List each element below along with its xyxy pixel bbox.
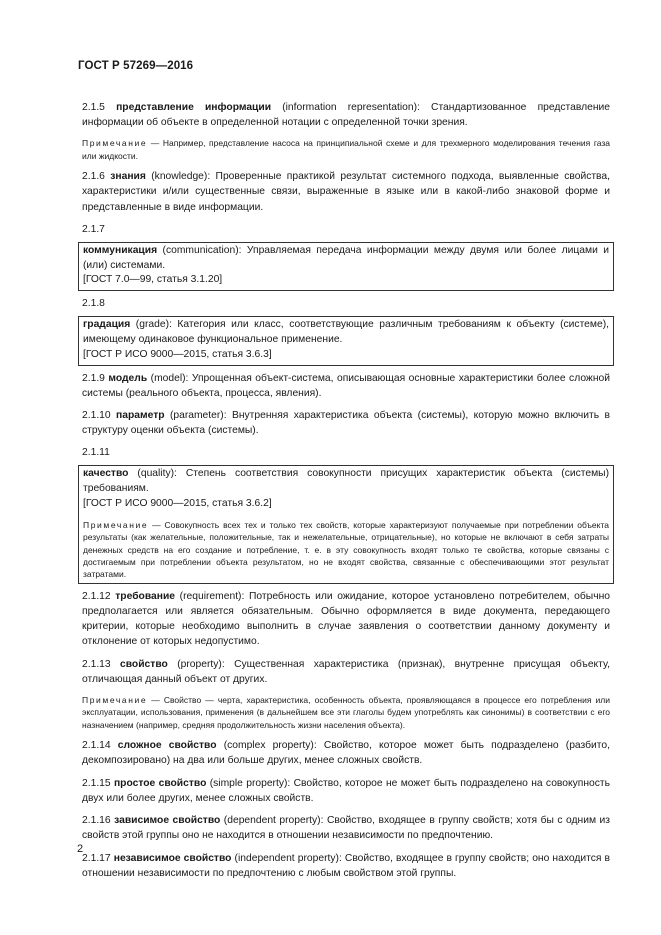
entry-2-1-14 (82, 738, 610, 768)
entry-number: 2.1.6 (82, 171, 111, 183)
entry-number: 2.1.15 (82, 777, 114, 789)
entry-number: 2.1.17 (82, 852, 114, 864)
entry-definition: (knowledge): Проверенные практикой результат системного подхода, выявленные свойства, характеристики и/или существенные связи, выраженные в языке или в какой-либо знаковой форме и представленные в виде информации. (82, 171, 610, 213)
entry-definition: (dependent property): Свойство, входящее в группу свойств; хотя бы с одним из свойств этой группы оно не находится в отношении независимости по предпочтению. (82, 815, 610, 842)
entry-definition: (parameter): Внутренняя характеристика объекта (системы), которую можно включить в структуру оценки объекта (системы). (82, 410, 610, 437)
entry-2-1-12 (82, 589, 610, 650)
entry-term: сложное свойство (117, 740, 217, 752)
entry-2-1-8 (83, 318, 609, 348)
entry-2-1-11 (83, 467, 609, 497)
entry-term: знания (110, 171, 146, 183)
note-text: — Например, представление насоса на принципиальной схеме и для трехмерного моделирования течения газа или жидкости. (82, 138, 610, 161)
entry-term: представление информации (116, 102, 272, 113)
entry-2-1-7 (83, 244, 609, 274)
entry-definition: (grade): Категория или класс, соответствующие различным требованиям к объекту (системе), имеющему одинаковое функциональное применение. (83, 319, 609, 346)
entry-number-2-1-11: 2.1.11 (82, 447, 110, 459)
entry-2-1-6 (82, 169, 610, 215)
entry-2-1-16 (82, 813, 610, 843)
entry-definition: (communication): Управляемая передача информации между двумя или более лицами и (или) системами. (83, 244, 609, 271)
note-2-1-13 (82, 694, 610, 731)
entry-term: зависимое свойство (114, 815, 221, 827)
entry-definition: (simple property): Свойство, которое не может быть подразделено на совокупность двух или более других, менее сложных свойств. (82, 777, 610, 804)
entry-2-1-13 (82, 657, 610, 687)
entry-term: модель (108, 372, 148, 384)
entry-definition: (property): Существенная характеристика (признак), внутренне присущая объекту, отличающая данный объект от других. (82, 658, 610, 685)
note-label: Примечание (82, 138, 148, 149)
entry-number: 2.1.16 (82, 815, 115, 827)
entry-term: градация (83, 319, 131, 331)
note-2-1-11 (83, 519, 609, 581)
entry-term: качество (83, 468, 129, 480)
source-reference: [ГОСТ 7.0—99, статья 3.1.20] (83, 274, 223, 286)
entry-term: требование (115, 590, 176, 602)
source-reference: [ГОСТ Р ИСО 9000—2015, статья 3.6.3] (83, 348, 272, 360)
entry-number: 2.1.13 (82, 658, 121, 670)
entry-number: 2.1.5 (82, 102, 117, 113)
entry-definition: (information representation): Стандартизованное представление информации об объекте в определенной нотации с определенной точки зрения. (82, 102, 610, 129)
entry-definition: (independent property): Свойство, входящее в группу свойств; оно находится в отношении независимости по предпочтению с любым свойством этой группы. (82, 852, 610, 879)
entry-2-1-5 (82, 100, 610, 130)
entry-definition: (model): Упрощенная объект-система, описывающая основные характеристики более сложной системы (реального объекта, процесса, явления). (82, 372, 610, 399)
entry-term: независимое свойство (113, 852, 232, 864)
entry-term: коммуникация (83, 244, 158, 256)
entry-term: параметр (116, 410, 165, 422)
terminology-box-2-1-11 (78, 465, 614, 583)
entry-definition: (requirement): Потребность или ожидание, которое установлено потребителем, обычно предполагается или является обязательным. Обычно оформляется в виде документа, передающего критерии, которые необходимо выполнить в случае заявления о соответствии данному документу и отклонение от которых недопустимо. (82, 590, 610, 648)
page-number: 2 (77, 843, 84, 855)
note-2-1-5 (82, 137, 610, 162)
terminology-box-2-1-8 (78, 316, 614, 365)
entry-number: 2.1.10 (82, 410, 117, 422)
document-header: ГОСТ Р 57269—2016 (78, 60, 194, 72)
entry-number: 2.1.14 (82, 740, 118, 752)
entry-2-1-17 (82, 851, 610, 881)
note-text: — Совокупность всех тех и только тех свойств, которые характеризуют получаемые при потреблении объекта результаты (как желательные, положительные, так и нежелательные, отрицательные), но которые не включают в себя затраты денежных средств на его создание и потребление, т. е. в эту совокупность входят только те свойства, которые связаны с достигаемым при потреблении объекта результатом, но не входят свойства, связанные с обеспечивающими этот результат затратами. (83, 519, 609, 580)
entry-number-2-1-7: 2.1.7 (82, 223, 105, 235)
note-label: Примечание (82, 695, 148, 706)
entry-number: 2.1.9 (82, 372, 109, 384)
entry-term: простое свойство (113, 777, 207, 789)
entry-term: свойство (120, 658, 168, 670)
entry-definition: (complex property): Свойство, которое может быть подразделено (разбито, декомпозировано) на два или больше других, менее сложных свойств. (82, 740, 610, 767)
entry-number: 2.1.12 (82, 590, 116, 602)
terminology-box-2-1-7 (78, 242, 614, 291)
source-reference: [ГОСТ Р ИСО 9000—2015, статья 3.6.2] (83, 498, 272, 510)
entry-2-1-9 (82, 371, 610, 401)
entry-number-2-1-8: 2.1.8 (82, 298, 105, 310)
entry-2-1-10 (82, 408, 610, 438)
note-label: Примечание (83, 519, 149, 530)
entry-2-1-15 (82, 776, 610, 806)
note-text: — Свойство — черта, характеристика, особенность объекта, проявляющаяся в процессе его потребления или эксплуатации, использования, применения (в дальнейшем все эти глаголы будем употреблять как синонимы) в соответствии с его назначением (например, средняя продолжительность жизни населения объекта). (82, 695, 610, 730)
entry-definition: (quality): Степень соответствия совокупности присущих характеристик объекта (системы) требованиям. (83, 468, 609, 495)
document-body (82, 100, 610, 881)
